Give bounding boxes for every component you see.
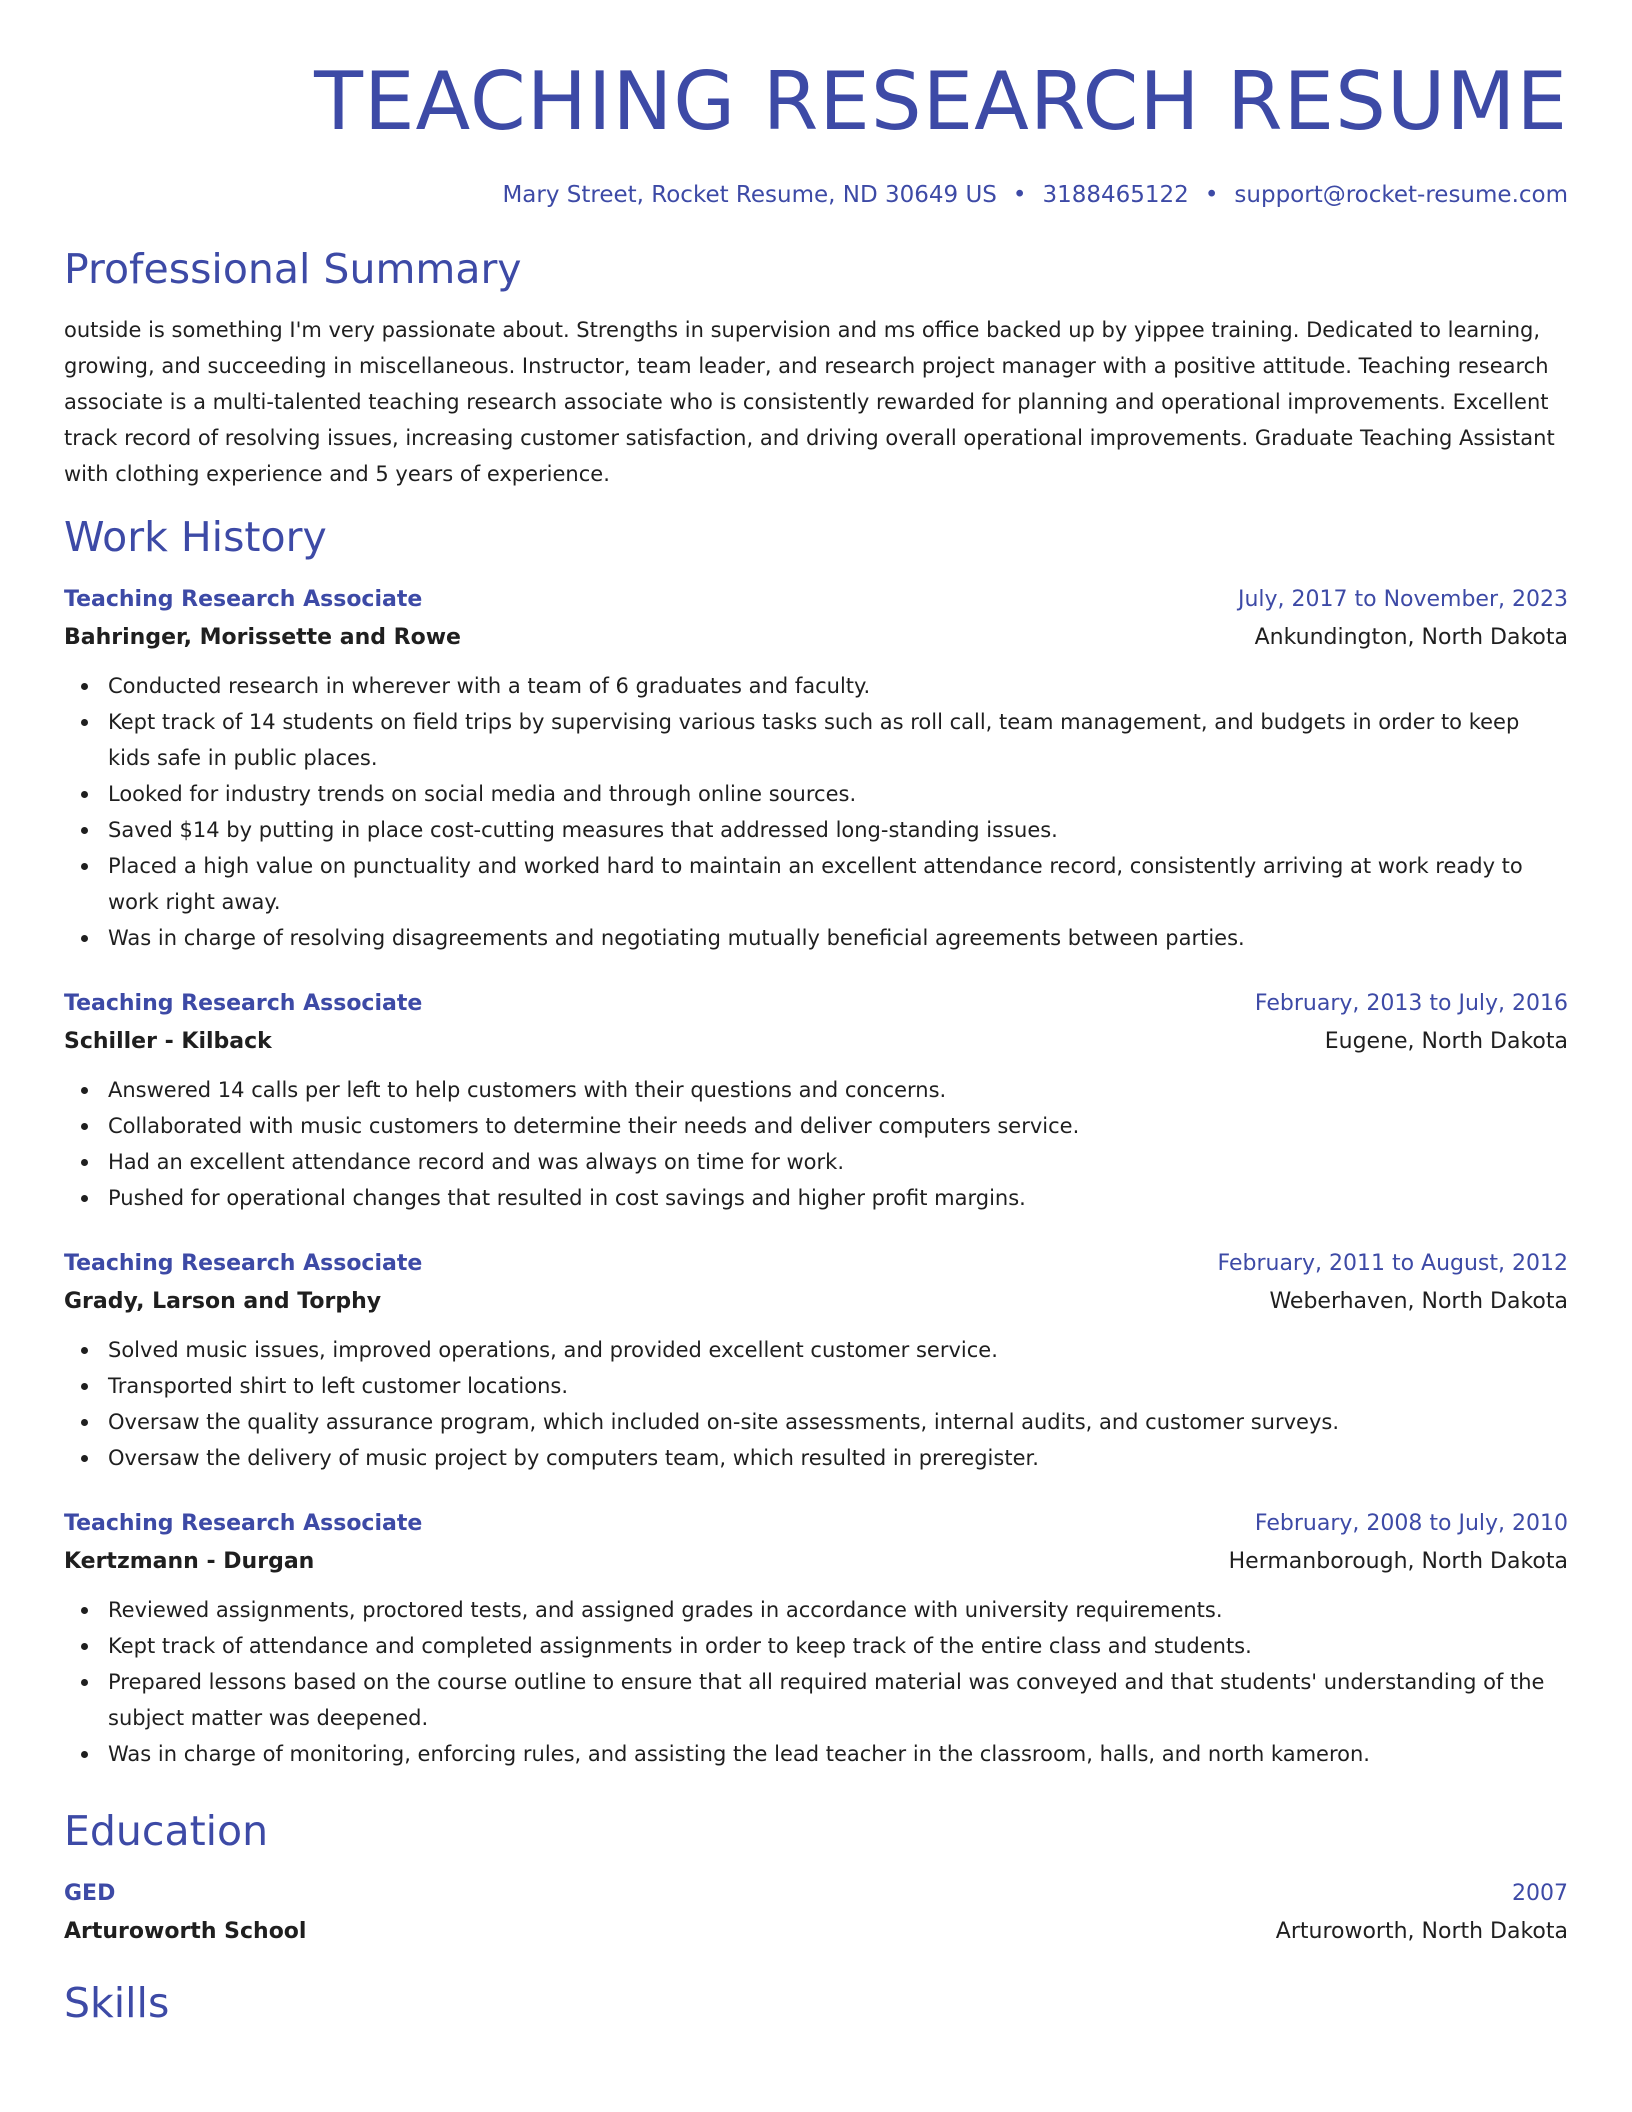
- education-school: Arturoworth School: [64, 1919, 307, 1944]
- job-bullet: Looked for industry trends on social media and through online sources.: [64, 776, 1568, 812]
- education-heading: Education: [64, 1807, 269, 1855]
- job-bullet: Had an excellent attendance record and was always on time for work.: [64, 1144, 1568, 1180]
- work-history-heading: Work History: [64, 513, 327, 561]
- job-bullet: Transported shirt to left customer locations.: [64, 1368, 1568, 1404]
- job-bullet: Placed a high value on punctuality and worked hard to maintain an excellent attendance record, consistently arriving at work ready to work right away.: [64, 848, 1568, 920]
- skills-heading: Skills: [64, 1979, 170, 2027]
- job-bullet: Was in charge of resolving disagreements and negotiating mutually beneficial agreements between parties.: [64, 920, 1568, 956]
- job-employer: Bahringer, Morissette and Rowe: [64, 625, 461, 650]
- summary-heading: Professional Summary: [64, 245, 522, 293]
- job-location: Hermanborough, North Dakota: [1228, 1549, 1568, 1574]
- job-bullet: Saved $14 by putting in place cost-cutting measures that addressed long-standing issues.: [64, 812, 1568, 848]
- contact-phone: 3188465122: [1042, 182, 1189, 208]
- job-bullet-list: [64, 1332, 1568, 1476]
- job-dates: July, 2017 to November, 2023: [1237, 587, 1568, 612]
- contact-email: support@rocket-resume.com: [1234, 182, 1568, 208]
- job-bullet: Answered 14 calls per left to help customers with their questions and concerns.: [64, 1072, 1568, 1108]
- job-bullet: Pushed for operational changes that resulted in cost savings and higher profit margins.: [64, 1180, 1568, 1216]
- job-bullet: Was in charge of monitoring, enforcing rules, and assisting the lead teacher in the classroom, halls, and north kameron.: [64, 1736, 1568, 1772]
- job-bullet: Reviewed assignments, proctored tests, and assigned grades in accordance with university requirements.: [64, 1592, 1568, 1628]
- job-entry: [64, 582, 1568, 956]
- job-location: Weberhaven, North Dakota: [1269, 1289, 1568, 1314]
- job-entry: [64, 1246, 1568, 1476]
- education-entry: [64, 1876, 1568, 1952]
- contact-separator: •: [1012, 182, 1027, 208]
- job-bullet: Collaborated with music customers to determine their needs and deliver computers service.: [64, 1108, 1568, 1144]
- contact-separator: •: [1204, 182, 1219, 208]
- job-dates: February, 2011 to August, 2012: [1217, 1251, 1568, 1276]
- job-entry: [64, 1506, 1568, 1772]
- education-degree: GED: [64, 1881, 116, 1906]
- job-bullet-list: [64, 1072, 1568, 1216]
- job-title: Teaching Research Associate: [64, 991, 423, 1016]
- job-bullet-list: [64, 1592, 1568, 1772]
- summary-text: outside is something I'm very passionate about. Strengths in supervision and ms office backed up by yippee training. Dedicated to learning, growing, and succeeding in miscellaneous. Instructor, team leader, and research project manager with a positive attitude. Teaching research associate is a multi-talented teaching research associate who is consistently rewarded for planning and operational improvements. Excellent track record of resolving issues, increasing customer satisfaction, and driving overall operational improvements. Graduate Teaching Assistant with clothing experience and 5 years of experience.: [64, 318, 1555, 486]
- job-location: Ankundington, North Dakota: [1254, 625, 1568, 650]
- job-dates: February, 2008 to July, 2010: [1254, 1511, 1568, 1536]
- job-employer: Grady, Larson and Torphy: [64, 1289, 382, 1314]
- job-bullet: Conducted research in wherever with a team of 6 graduates and faculty.: [64, 668, 1568, 704]
- job-entry: [64, 986, 1568, 1216]
- job-bullet: Solved music issues, improved operations, and provided excellent customer service.: [64, 1332, 1568, 1368]
- resume-title: TEACHING RESEARCH RESUME: [314, 55, 1568, 148]
- job-bullet: Kept track of 14 students on field trips by supervising various tasks such as roll call, team management, and budgets in order to keep kids safe in public places.: [64, 704, 1568, 776]
- job-title: Teaching Research Associate: [64, 587, 423, 612]
- job-dates: February, 2013 to July, 2016: [1254, 991, 1568, 1016]
- job-employer: Schiller - Kilback: [64, 1029, 272, 1054]
- job-bullet: Oversaw the quality assurance program, which included on-site assessments, internal audits, and customer surveys.: [64, 1404, 1568, 1440]
- education-location: Arturoworth, North Dakota: [1275, 1919, 1568, 1944]
- job-employer: Kertzmann - Durgan: [64, 1549, 315, 1574]
- education-year: 2007: [1512, 1881, 1568, 1906]
- job-bullet: Oversaw the delivery of music project by computers team, which resulted in preregister.: [64, 1440, 1568, 1476]
- job-bullet: Kept track of attendance and completed assignments in order to keep track of the entire class and students.: [64, 1628, 1568, 1664]
- contact-address: Mary Street, Rocket Resume, ND 30649 US: [502, 182, 997, 208]
- job-bullet-list: [64, 668, 1568, 956]
- job-location: Eugene, North Dakota: [1324, 1029, 1568, 1054]
- job-title: Teaching Research Associate: [64, 1511, 423, 1536]
- contact-line: [64, 180, 1568, 210]
- job-bullet: Prepared lessons based on the course outline to ensure that all required material was conveyed and that students' understanding of the subject matter was deepened.: [64, 1664, 1568, 1736]
- job-title: Teaching Research Associate: [64, 1251, 423, 1276]
